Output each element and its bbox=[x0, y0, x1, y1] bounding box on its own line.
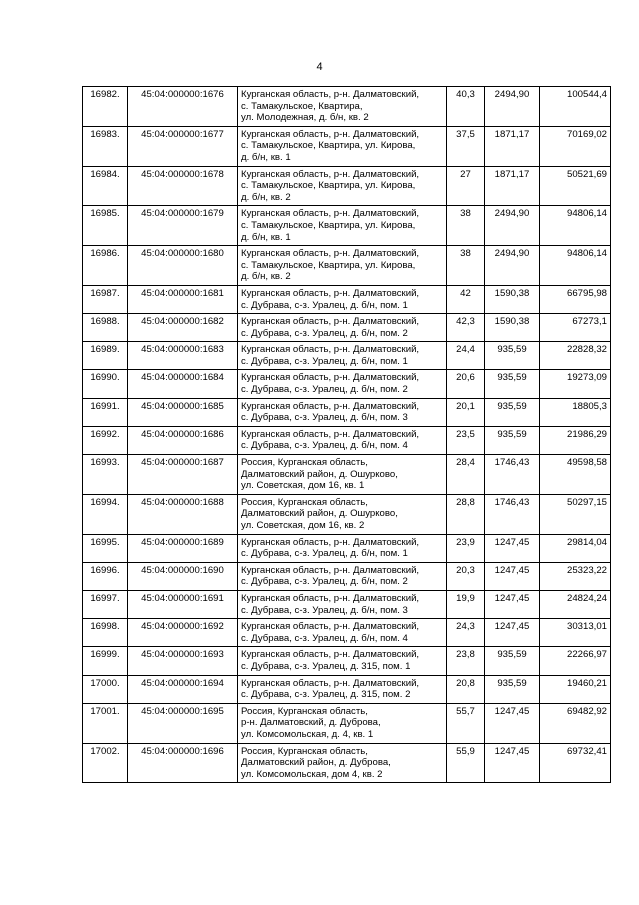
rate-cell: 1247,45 bbox=[485, 743, 540, 783]
cadastral-value-cell: 19460,21 bbox=[540, 675, 611, 703]
table-row bbox=[83, 455, 611, 495]
address-cell: Россия, Курганская область, р-н. Далматовский, д. Дуброва, ул. Комсомольская, д. 4, кв. 1 bbox=[238, 703, 447, 743]
row-number-cell: 16994. bbox=[83, 494, 128, 534]
address-cell: Курганская область, р-н. Далматовский, с. Дубрава, с-з. Уралец, д. б/н, пом. 1 bbox=[238, 534, 447, 562]
rate-cell: 1247,45 bbox=[485, 590, 540, 618]
rate-cell: 935,59 bbox=[485, 398, 540, 426]
cadastral-value-cell: 19273,09 bbox=[540, 370, 611, 398]
cadastral-number-cell: 45:04:000000:1682 bbox=[128, 314, 238, 342]
cadastral-number-cell: 45:04:000000:1689 bbox=[128, 534, 238, 562]
cadastral-number-cell: 45:04:000000:1685 bbox=[128, 398, 238, 426]
address-cell: Курганская область, р-н. Далматовский, с. Тамакульское, Квартира, ул. Кирова, д. б/н, кв. 2 bbox=[238, 246, 447, 286]
address-cell: Курганская область, р-н. Далматовский, с. Дубрава, с-з. Уралец, д. б/н, пом. 2 bbox=[238, 370, 447, 398]
rate-cell: 1590,38 bbox=[485, 314, 540, 342]
rate-cell: 1247,45 bbox=[485, 534, 540, 562]
cadastral-number-cell: 45:04:000000:1683 bbox=[128, 342, 238, 370]
rate-cell: 1871,17 bbox=[485, 126, 540, 166]
row-number-cell: 16987. bbox=[83, 285, 128, 313]
cadastral-value-cell: 18805,3 bbox=[540, 398, 611, 426]
row-number-cell: 16985. bbox=[83, 206, 128, 246]
cadastral-number-cell: 45:04:000000:1684 bbox=[128, 370, 238, 398]
table-row bbox=[83, 314, 611, 342]
cadastral-value-cell: 22266,97 bbox=[540, 647, 611, 675]
cadastral-number-cell: 45:04:000000:1688 bbox=[128, 494, 238, 534]
rate-cell: 1746,43 bbox=[485, 494, 540, 534]
registry-table-body bbox=[83, 87, 611, 783]
cadastral-value-cell: 94806,14 bbox=[540, 206, 611, 246]
cadastral-value-cell: 25323,22 bbox=[540, 562, 611, 590]
cadastral-number-cell: 45:04:000000:1692 bbox=[128, 619, 238, 647]
row-number-cell: 16991. bbox=[83, 398, 128, 426]
address-cell: Курганская область, р-н. Далматовский, с. Тамакульское, Квартира, ул. Кирова, д. б/н, кв. 1 bbox=[238, 126, 447, 166]
area-cell: 20,6 bbox=[447, 370, 485, 398]
table-row bbox=[83, 398, 611, 426]
cadastral-number-cell: 45:04:000000:1681 bbox=[128, 285, 238, 313]
table-row bbox=[83, 675, 611, 703]
table-row bbox=[83, 342, 611, 370]
cadastral-value-cell: 67273,1 bbox=[540, 314, 611, 342]
registry-table bbox=[82, 86, 611, 783]
address-cell: Россия, Курганская область, Далматовский район, д. Ошурково, ул. Советская, дом 16, кв. 2 bbox=[238, 494, 447, 534]
cadastral-value-cell: 30313,01 bbox=[540, 619, 611, 647]
table-row bbox=[83, 426, 611, 454]
area-cell: 28,8 bbox=[447, 494, 485, 534]
table-row bbox=[83, 494, 611, 534]
area-cell: 19,9 bbox=[447, 590, 485, 618]
address-cell: Курганская область, р-н. Далматовский, с. Дубрава, с-з. Уралец, д. б/н, пом. 4 bbox=[238, 426, 447, 454]
cadastral-number-cell: 45:04:000000:1694 bbox=[128, 675, 238, 703]
rate-cell: 1871,17 bbox=[485, 166, 540, 206]
address-cell: Курганская область, р-н. Далматовский, с. Тамакульское, Квартира, ул. Молодежная, д. б/н, кв. 2 bbox=[238, 87, 447, 127]
rate-cell: 935,59 bbox=[485, 426, 540, 454]
cadastral-number-cell: 45:04:000000:1696 bbox=[128, 743, 238, 783]
cadastral-number-cell: 45:04:000000:1693 bbox=[128, 647, 238, 675]
table-row bbox=[83, 246, 611, 286]
rate-cell: 935,59 bbox=[485, 370, 540, 398]
row-number-cell: 16982. bbox=[83, 87, 128, 127]
table-row bbox=[83, 206, 611, 246]
area-cell: 38 bbox=[447, 206, 485, 246]
table-row bbox=[83, 126, 611, 166]
address-cell: Россия, Курганская область, Далматовский район, д. Дуброва, ул. Комсомольская, дом 4, кв. 2 bbox=[238, 743, 447, 783]
cadastral-number-cell: 45:04:000000:1695 bbox=[128, 703, 238, 743]
cadastral-value-cell: 100544,4 bbox=[540, 87, 611, 127]
rate-cell: 2494,90 bbox=[485, 246, 540, 286]
rate-cell: 1590,38 bbox=[485, 285, 540, 313]
address-cell: Курганская область, р-н. Далматовский, с. Дубрава, с-з. Уралец, д. б/н, пом. 3 bbox=[238, 398, 447, 426]
area-cell: 42 bbox=[447, 285, 485, 313]
cadastral-number-cell: 45:04:000000:1691 bbox=[128, 590, 238, 618]
area-cell: 20,1 bbox=[447, 398, 485, 426]
area-cell: 55,9 bbox=[447, 743, 485, 783]
cadastral-value-cell: 22828,32 bbox=[540, 342, 611, 370]
cadastral-value-cell: 50297,15 bbox=[540, 494, 611, 534]
cadastral-value-cell: 24824,24 bbox=[540, 590, 611, 618]
table-row bbox=[83, 590, 611, 618]
rate-cell: 2494,90 bbox=[485, 206, 540, 246]
rate-cell: 2494,90 bbox=[485, 87, 540, 127]
area-cell: 55,7 bbox=[447, 703, 485, 743]
address-cell: Курганская область, р-н. Далматовский, с. Тамакульское, Квартира, ул. Кирова, д. б/н, кв. 1 bbox=[238, 206, 447, 246]
address-cell: Курганская область, р-н. Далматовский, с. Дубрава, с-з. Уралец, д. б/н, пом. 2 bbox=[238, 314, 447, 342]
row-number-cell: 17000. bbox=[83, 675, 128, 703]
cadastral-number-cell: 45:04:000000:1687 bbox=[128, 455, 238, 495]
area-cell: 20,3 bbox=[447, 562, 485, 590]
address-cell: Курганская область, р-н. Далматовский, с. Дубрава, с-з. Уралец, д. б/н, пом. 4 bbox=[238, 619, 447, 647]
row-number-cell: 16997. bbox=[83, 590, 128, 618]
row-number-cell: 16993. bbox=[83, 455, 128, 495]
table-row bbox=[83, 87, 611, 127]
area-cell: 38 bbox=[447, 246, 485, 286]
table-row bbox=[83, 534, 611, 562]
area-cell: 24,3 bbox=[447, 619, 485, 647]
area-cell: 23,8 bbox=[447, 647, 485, 675]
cadastral-value-cell: 50521,69 bbox=[540, 166, 611, 206]
row-number-cell: 16992. bbox=[83, 426, 128, 454]
cadastral-value-cell: 29814,04 bbox=[540, 534, 611, 562]
cadastral-value-cell: 94806,14 bbox=[540, 246, 611, 286]
table-row bbox=[83, 743, 611, 783]
table-row bbox=[83, 166, 611, 206]
area-cell: 28,4 bbox=[447, 455, 485, 495]
area-cell: 24,4 bbox=[447, 342, 485, 370]
cadastral-value-cell: 21986,29 bbox=[540, 426, 611, 454]
cadastral-value-cell: 66795,98 bbox=[540, 285, 611, 313]
row-number-cell: 16999. bbox=[83, 647, 128, 675]
area-cell: 37,5 bbox=[447, 126, 485, 166]
area-cell: 23,5 bbox=[447, 426, 485, 454]
address-cell: Россия, Курганская область, Далматовский район, д. Ошурково, ул. Советская, дом 16, кв. 1 bbox=[238, 455, 447, 495]
address-cell: Курганская область, р-н. Далматовский, с. Дубрава, с-з. Уралец, д. 315, пом. 1 bbox=[238, 647, 447, 675]
cadastral-number-cell: 45:04:000000:1686 bbox=[128, 426, 238, 454]
table-row bbox=[83, 370, 611, 398]
area-cell: 20,8 bbox=[447, 675, 485, 703]
address-cell: Курганская область, р-н. Далматовский, с. Дубрава, с-з. Уралец, д. б/н, пом. 1 bbox=[238, 342, 447, 370]
cadastral-value-cell: 69482,92 bbox=[540, 703, 611, 743]
cadastral-number-cell: 45:04:000000:1690 bbox=[128, 562, 238, 590]
row-number-cell: 16988. bbox=[83, 314, 128, 342]
row-number-cell: 16995. bbox=[83, 534, 128, 562]
cadastral-number-cell: 45:04:000000:1677 bbox=[128, 126, 238, 166]
table-row bbox=[83, 562, 611, 590]
rate-cell: 1247,45 bbox=[485, 562, 540, 590]
cadastral-value-cell: 70169,02 bbox=[540, 126, 611, 166]
cadastral-number-cell: 45:04:000000:1678 bbox=[128, 166, 238, 206]
cadastral-number-cell: 45:04:000000:1676 bbox=[128, 87, 238, 127]
rate-cell: 1746,43 bbox=[485, 455, 540, 495]
area-cell: 23,9 bbox=[447, 534, 485, 562]
address-cell: Курганская область, р-н. Далматовский, с. Тамакульское, Квартира, ул. Кирова, д. б/н, кв. 2 bbox=[238, 166, 447, 206]
row-number-cell: 16996. bbox=[83, 562, 128, 590]
address-cell: Курганская область, р-н. Далматовский, с. Дубрава, с-з. Уралец, д. б/н, пом. 2 bbox=[238, 562, 447, 590]
row-number-cell: 16986. bbox=[83, 246, 128, 286]
rate-cell: 1247,45 bbox=[485, 703, 540, 743]
area-cell: 42,3 bbox=[447, 314, 485, 342]
row-number-cell: 17001. bbox=[83, 703, 128, 743]
rate-cell: 935,59 bbox=[485, 342, 540, 370]
row-number-cell: 16984. bbox=[83, 166, 128, 206]
cadastral-value-cell: 69732,41 bbox=[540, 743, 611, 783]
cadastral-number-cell: 45:04:000000:1679 bbox=[128, 206, 238, 246]
rate-cell: 1247,45 bbox=[485, 619, 540, 647]
table-row bbox=[83, 703, 611, 743]
row-number-cell: 16990. bbox=[83, 370, 128, 398]
table-row bbox=[83, 619, 611, 647]
rate-cell: 935,59 bbox=[485, 675, 540, 703]
table-row bbox=[83, 285, 611, 313]
cadastral-value-cell: 49598,58 bbox=[540, 455, 611, 495]
address-cell: Курганская область, р-н. Далматовский, с. Дубрава, с-з. Уралец, д. б/н, пом. 3 bbox=[238, 590, 447, 618]
rate-cell: 935,59 bbox=[485, 647, 540, 675]
row-number-cell: 16989. bbox=[83, 342, 128, 370]
area-cell: 27 bbox=[447, 166, 485, 206]
address-cell: Курганская область, р-н. Далматовский, с. Дубрава, с-з. Уралец, д. б/н, пом. 1 bbox=[238, 285, 447, 313]
row-number-cell: 17002. bbox=[83, 743, 128, 783]
address-cell: Курганская область, р-н. Далматовский, с. Дубрава, с-з. Уралец, д. 315, пом. 2 bbox=[238, 675, 447, 703]
cadastral-number-cell: 45:04:000000:1680 bbox=[128, 246, 238, 286]
page-number: 4 bbox=[316, 61, 323, 73]
row-number-cell: 16983. bbox=[83, 126, 128, 166]
row-number-cell: 16998. bbox=[83, 619, 128, 647]
table-row bbox=[83, 647, 611, 675]
area-cell: 40,3 bbox=[447, 87, 485, 127]
